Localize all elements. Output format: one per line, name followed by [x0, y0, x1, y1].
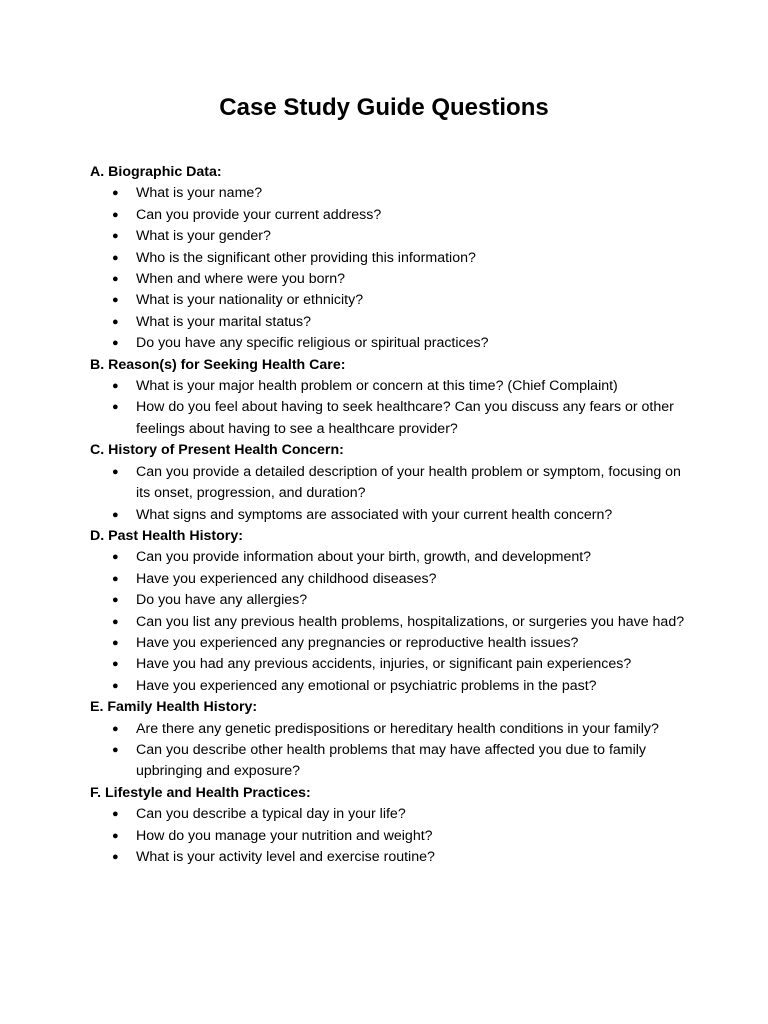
list-item	[90, 205, 696, 226]
question-text: Can you provide information about your birth, growth, and development?	[136, 549, 592, 566]
question-text: Can you describe a typical day in your life?	[136, 806, 406, 823]
list-item	[90, 269, 696, 290]
section-heading: C. History of Present Health Concern:	[90, 442, 344, 459]
question-text: Can you provide your current address?	[136, 206, 382, 223]
bullet-icon: ●	[112, 743, 119, 756]
question-text: Are there any genetic predispositions or hereditary health conditions in your family?	[136, 720, 659, 737]
question-text: What is your gender?	[136, 228, 271, 245]
list-item	[90, 804, 696, 825]
list-item	[90, 226, 696, 247]
list-item	[90, 505, 696, 526]
section-biographic-data	[90, 162, 690, 355]
section-family-health-history	[90, 697, 690, 783]
question-text: Can you list any previous health problems, hospitalizations, or surgeries you have had?	[136, 613, 685, 630]
bullet-icon: ●	[112, 294, 119, 307]
list-item	[90, 183, 696, 204]
list-item	[90, 462, 696, 505]
page-title: Case Study Guide Questions	[219, 94, 549, 121]
section-heading: D. Past Health History:	[90, 527, 243, 544]
question-text: What is your marital status?	[136, 313, 312, 330]
list-item	[90, 654, 696, 675]
bullet-icon: ●	[112, 594, 119, 607]
question-text: What is your major health problem or concern at this time? (Chief Complaint)	[136, 378, 618, 395]
list-item	[90, 612, 696, 633]
list-item	[90, 826, 696, 847]
bullet-icon: ●	[112, 615, 119, 628]
list-item	[90, 847, 696, 868]
list-item	[90, 312, 696, 333]
section-heading: A. Biographic Data:	[90, 164, 222, 180]
list-item	[90, 290, 696, 311]
list-item	[90, 590, 696, 611]
question-text: How do you manage your nutrition and weight?	[136, 827, 433, 844]
section-heading: E. Family Health History:	[90, 699, 258, 716]
question-text: Can you describe other health problems that may have affected you due to family upbringing and exposure?	[136, 741, 646, 780]
question-text: Who is the significant other providing this information?	[136, 249, 476, 266]
bullet-icon: ●	[112, 251, 119, 264]
question-text: What is your nationality or ethnicity?	[136, 292, 364, 309]
bullet-icon: ●	[112, 551, 119, 564]
question-text: How do you feel about having to seek healthcare? Can you discuss any fears or other feelings about having to see a healthcare provider?	[136, 399, 674, 437]
bullet-icon: ●	[112, 337, 119, 350]
bullet-icon: ●	[112, 208, 119, 221]
bullet-icon: ●	[112, 808, 119, 821]
question-text: Do you have any allergies?	[136, 592, 308, 609]
bullet-icon: ●	[112, 829, 119, 842]
question-text: Do you have any specific religious or spiritual practices?	[136, 335, 489, 352]
bullet-icon: ●	[112, 658, 119, 671]
section-heading: B. Reason(s) for Seeking Health Care:	[90, 356, 346, 373]
bullet-icon: ●	[112, 465, 119, 478]
list-item	[90, 397, 696, 440]
bullet-icon: ●	[112, 315, 119, 328]
question-text: What is your name?	[136, 185, 263, 202]
bullet-icon: ●	[112, 572, 119, 585]
bullet-icon: ●	[112, 380, 119, 393]
section-lifestyle-health-practices	[90, 783, 690, 869]
list-item	[90, 633, 696, 654]
bullet-icon: ●	[112, 722, 119, 735]
bullet-icon: ●	[112, 679, 119, 692]
bullet-icon: ●	[112, 851, 119, 863]
section-heading: F. Lifestyle and Health Practices:	[90, 784, 311, 801]
list-item	[90, 547, 696, 568]
question-text: Can you provide a detailed description of your health problem or symptom, focusing on its onset, progression, and duration?	[136, 463, 681, 502]
questions-content	[90, 162, 690, 868]
bullet-icon: ●	[112, 401, 119, 414]
question-text: What is your activity level and exercise routine?	[136, 849, 435, 865]
question-list	[90, 462, 690, 526]
list-item	[90, 333, 696, 354]
question-list	[90, 804, 690, 868]
question-text: Have you experienced any childhood diseases?	[136, 570, 437, 587]
question-list	[90, 183, 690, 354]
list-item	[90, 248, 696, 269]
question-text: Have you experienced any emotional or psychiatric problems in the past?	[136, 677, 597, 694]
question-text: When and where were you born?	[136, 271, 345, 288]
list-item	[90, 740, 696, 783]
list-item	[90, 376, 696, 397]
question-text: Have you had any previous accidents, injuries, or significant pain experiences?	[136, 656, 632, 673]
list-item	[90, 676, 696, 697]
bullet-icon: ●	[112, 508, 119, 521]
list-item	[90, 719, 696, 740]
bullet-icon: ●	[112, 187, 119, 200]
section-reasons-for-seeking-care	[90, 355, 690, 441]
bullet-icon: ●	[112, 273, 119, 286]
bullet-icon: ●	[112, 230, 119, 243]
list-item	[90, 569, 696, 590]
section-past-health-history	[90, 526, 690, 697]
question-list	[90, 547, 690, 697]
section-present-health-concern	[90, 440, 690, 526]
question-text: Have you experienced any pregnancies or reproductive health issues?	[136, 634, 579, 651]
question-list	[90, 376, 690, 440]
question-text: What signs and symptoms are associated with your current health concern?	[136, 506, 613, 523]
bullet-icon: ●	[112, 636, 119, 649]
question-list	[90, 719, 690, 783]
